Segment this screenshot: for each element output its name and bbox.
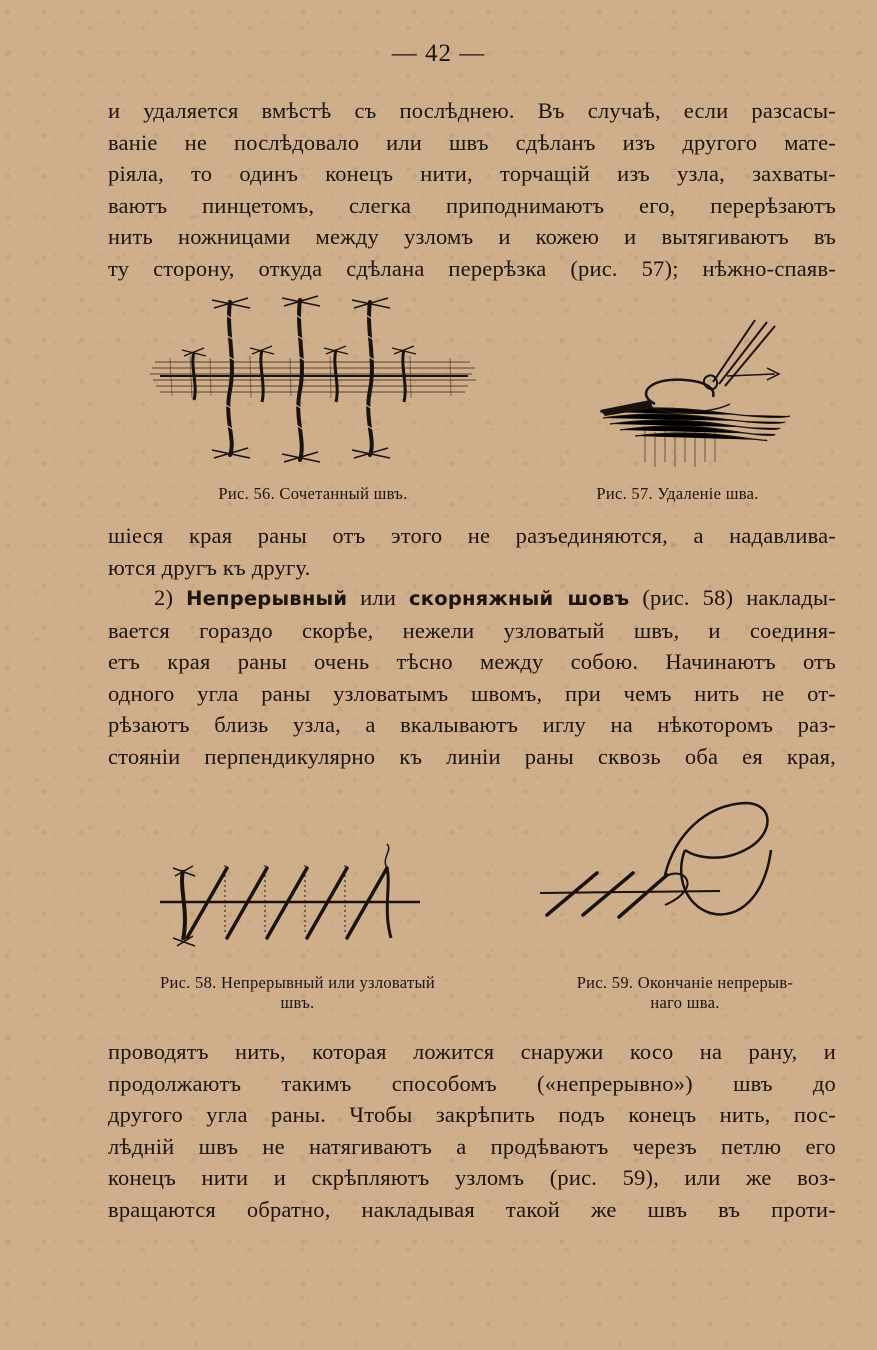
paragraph-1 [108,95,836,284]
figure-59-caption-line-1: Рис. 59. Окончаніе непрерыв- [576,973,794,992]
text-line: стояніи перпендикулярно къ линіи раны сквозь оба ея края, [108,743,836,769]
text-line: вается гораздо скорѣе, нежели узловатый швъ, и соединя- [108,617,836,643]
text-line: конецъ нити и скрѣпляютъ узломъ (рис. 59), или же воз- [108,1165,836,1190]
figure-59-caption-line-2: наго шва. [650,993,720,1012]
page-number: — 42 — [391,40,486,67]
text-line [108,582,836,615]
figure-57-suture-removal [595,312,795,472]
figure-56-caption: Рис. 56. Сочетанный швъ. [218,484,408,503]
text-line: продолжаютъ такимъ способомъ («непрерывно») швъ до [108,1070,836,1096]
paragraph-4 [108,1036,836,1225]
line-rest: (рис. 58) наклады- [642,585,836,610]
text-line: ются другъ къ другу. [108,554,311,580]
text-line: ваніе не послѣдовало или швъ сдѣланъ изъ другого мате- [108,129,836,155]
figure-57-caption: Рис. 57. Удаленіе шва. [596,484,759,503]
figure-58-caption-line-1: Рис. 58. Непрерывный или узловатый [159,973,436,992]
term-continuous: Непрерывный [186,587,348,610]
connector-word: или [360,585,397,610]
text-line: ту сторону, откуда сдѣлана перерѣзка (рис. 57); нѣжно-спаяв- [108,255,836,281]
text-line: вращаются обратно, накладывая такой же швъ въ проти- [108,1196,836,1222]
text-line: проводятъ нить, которая ложится снаружи косо на рану, и [108,1039,836,1064]
text-line: нить ножницами между узломъ и кожею и вытягиваютъ въ [108,224,836,249]
text-line: рѣзаютъ близь узла, а вкалываютъ иглу на нѣкоторомъ раз- [108,712,836,737]
paragraph-2 [108,520,836,583]
figure-58-caption [100,973,495,1013]
figure-59-suture-ending [535,795,785,945]
figure-58-caption-line-2: швъ. [280,993,315,1012]
figure-58-continuous-suture [155,840,425,955]
text-line: другого угла раны. Чтобы закрѣпить подъ конецъ нить, пос- [108,1102,836,1127]
term-furrier-stitch: скорняжный шовъ [409,587,630,610]
text-line: шіеся края раны отъ этого не разъединяются, а надавлива- [108,523,836,548]
text-line: етъ края раны очень тѣсно между собою. Начинаютъ отъ [108,649,836,674]
text-line: лѣдній швъ не натягиваютъ а продѣваютъ черезъ петлю его [108,1133,836,1159]
figure-56-combined-suture [150,290,480,470]
text-line: ваютъ пинцетомъ, слегка приподнимаютъ его, перерѣзаютъ [108,192,836,218]
text-line: одного угла раны узловатымъ швомъ, при чемъ нить не от- [108,680,836,706]
list-number: 2) [154,585,174,610]
paragraph-3 [108,582,836,772]
text-line: ріяла, то одинъ конецъ нити, торчащій изъ узла, захваты- [108,161,836,186]
text-line: и удаляется вмѣстѣ съ послѣднею. Въ случаѣ, если разсасы- [108,98,836,123]
figure-59-caption [530,973,840,1013]
